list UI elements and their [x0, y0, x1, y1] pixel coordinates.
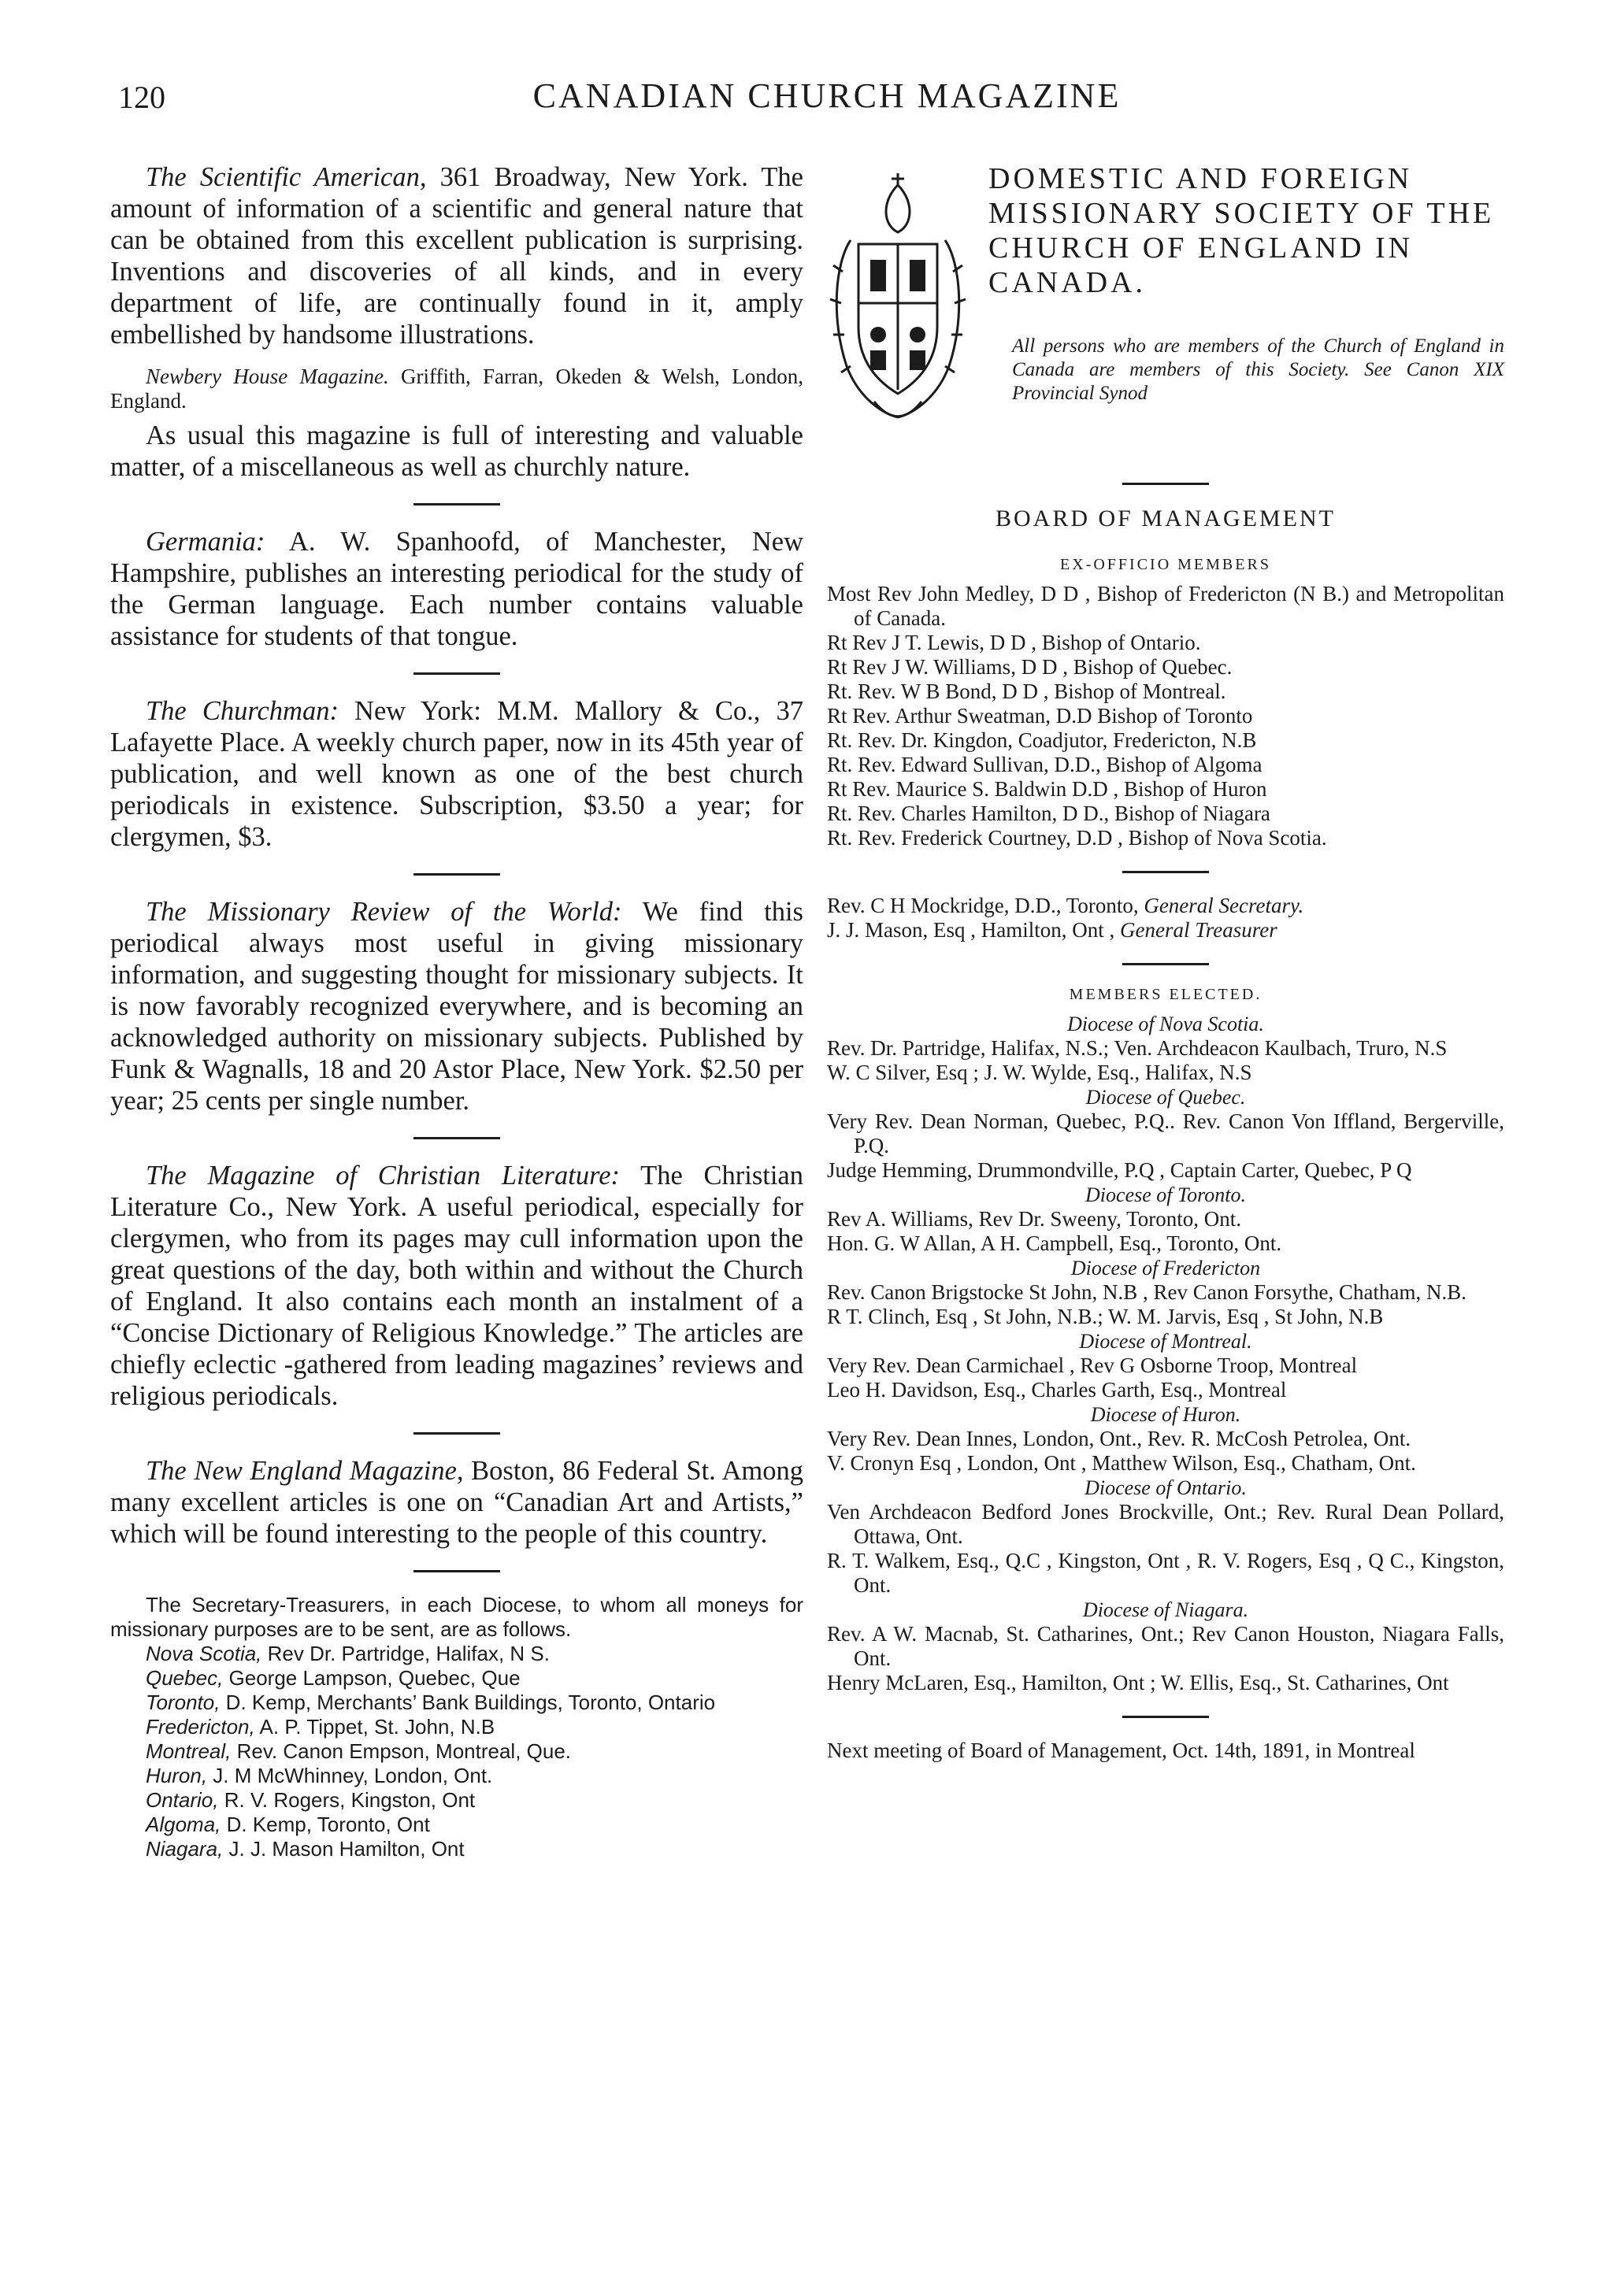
- list-item: Fredericton, A. P. Tippet, St. John, N.B: [146, 1715, 495, 1739]
- officer-general-secretary: Rev. C H Mockridge, D.D., Toronto, General Secretary.: [827, 894, 1304, 917]
- list-item: Very Rev. Dean Innes, London, Ont., Rev. R. McCosh Petrolea, Ont.: [827, 1427, 1411, 1450]
- list-item: R T. Clinch, Esq , St John, N.B.; W. M. Jarvis, Esq , St John, N.B: [827, 1305, 1384, 1328]
- divider: [1122, 871, 1209, 873]
- divider: [413, 1137, 500, 1139]
- notice-newbery-house: Newbery House Magazine. Griffith, Farran, Okeden & Welsh, London, England.: [110, 365, 803, 413]
- list-item: Very Rev. Dean Carmichael , Rev G Osborne Troop, Montreal: [827, 1354, 1358, 1377]
- divider: [413, 672, 500, 675]
- elected-heading: MEMBERS ELECTED.: [1069, 986, 1262, 1003]
- list-item: Quebec, George Lampson, Quebec, Que: [146, 1666, 521, 1690]
- list-item: Rev. A W. Macnab, St. Catharines, Ont.; Rev Canon Houston, Niagara Falls, Ont.: [827, 1622, 1504, 1670]
- list-item: Rev. Dr. Partridge, Halifax, N.S.; Ven. Archdeacon Kaulbach, Truro, N.S: [827, 1036, 1448, 1060]
- diocese-heading: Diocese of Huron.: [1090, 1403, 1241, 1426]
- divider: [413, 873, 500, 876]
- list-item: Toronto, D. Kemp, Merchants’ Bank Buildings, Toronto, Ontario: [146, 1691, 716, 1714]
- elected-members: [827, 1012, 1504, 1695]
- church-crest-icon: [827, 169, 969, 429]
- list-item: Rev A. Williams, Rev Dr. Sweeny, Toronto, Ont.: [827, 1207, 1241, 1231]
- divider: [413, 1570, 500, 1572]
- list-item: Hon. G. W Allan, A H. Campbell, Esq., Toronto, Ont.: [827, 1231, 1282, 1255]
- society-block: [827, 161, 1504, 476]
- review-missionary-review: The Missionary Review of the World: We find this periodical always most useful in giving missionary information, and suggesting thought for missionary subjects. It is now favorably recognized everywhere, and is becoming an acknowledged authority on missionary subjects. Published by Funk & Wagnalls, 18 and 20 Astor Place, New York. $2.50 per year; 25 cents per single number.: [110, 897, 803, 1116]
- list-item: W. C Silver, Esq ; J. W. Wylde, Esq., Halifax, N.S: [827, 1061, 1252, 1084]
- page-number: 120: [118, 80, 165, 115]
- diocese-heading: Diocese of Montreal.: [1079, 1330, 1252, 1353]
- ex-officio-list: [827, 582, 1504, 850]
- list-item: Rt. Rev. W B Bond, D D , Bishop of Montreal.: [827, 680, 1226, 703]
- right-column: [827, 161, 1504, 1763]
- review-scientific-american: The Scientific American, 361 Broadway, New York. The amount of information of a scientific and general nature that can be obtained from this excellent publication is surprising. Inventions and discoveries of all kinds, and in every department of life, are continually found in it, amply embellished by handsome illustrations.: [110, 162, 803, 350]
- list-item: Ontario, R. V. Rogers, Kingston, Ont: [146, 1788, 476, 1812]
- review-churchman: The Churchman: New York: M.M. Mallory & Co., 37 Lafayette Place. A weekly church paper, now in its 45th year of publication, and well known as one of the best church periodicals in existence. Subscription, $3.50 a year; for clergymen, $3.: [110, 696, 803, 852]
- diocese-heading: Diocese of Ontario.: [1084, 1476, 1247, 1499]
- list-item: Rt. Rev. Dr. Kingdon, Coadjutor, Fredericton, N.B: [827, 728, 1257, 752]
- list-item: R. T. Walkem, Esq., Q.C , Kingston, Ont , R. V. Rogers, Esq , Q C., Kingston, Ont.: [827, 1549, 1504, 1597]
- review-new-england: The New England Magazine, Boston, 86 Federal St. Among many excellent articles is one on “Canadian Art and Artists,” which will be found interesting to the people of this country.: [110, 1456, 803, 1549]
- list-item: Montreal, Rev. Canon Empson, Montreal, Que.: [146, 1739, 572, 1763]
- review-germania: Germania: A. W. Spanhoofd, of Manchester, New Hampshire, publishes an interesting periodical for the study of the German language. Each number contains valuable assistance for students of that tongue.: [110, 527, 803, 651]
- diocese-heading: Diocese of Quebec.: [1085, 1086, 1246, 1109]
- list-item: Judge Hemming, Drummondville, P.Q , Captain Carter, Quebec, P Q: [827, 1158, 1412, 1182]
- page-header: [118, 76, 1536, 134]
- list-item: Ven Archdeacon Bedford Jones Brockville, Ont.; Rev. Rural Dean Pollard, Ottawa, Ont.: [827, 1500, 1504, 1548]
- list-item: Henry McLaren, Esq., Hamilton, Ont ; W. Ellis, Esq., St. Catharines, Ont: [827, 1671, 1449, 1694]
- list-item: Algoma, D. Kemp, Toronto, Ont: [146, 1813, 430, 1836]
- list-item: Niagara, J. J. Mason Hamilton, Ont: [146, 1837, 465, 1861]
- treasurer-list: [110, 1642, 803, 1861]
- ex-officio-heading: EX-OFFICIO MEMBERS: [1060, 556, 1271, 573]
- divider: [1122, 1716, 1209, 1718]
- treasurers-intro: The Secretary-Treasurers, in each Diocese, to whom all moneys for missionary purposes are to be sent, are as follows.: [110, 1593, 803, 1641]
- list-item: Rt Rev J T. Lewis, D D , Bishop of Ontario.: [827, 631, 1201, 654]
- officers: [827, 894, 1504, 942]
- divider: [1122, 483, 1209, 485]
- divider: [413, 503, 500, 505]
- divider: [413, 1432, 500, 1435]
- list-item: Rt. Rev. Charles Hamilton, D D., Bishop of Niagara: [827, 802, 1270, 825]
- society-name: DOMESTIC AND FOREIGN MISSIONARY SOCIETY OF THE CHURCH OF ENGLAND IN CANADA.: [988, 162, 1495, 299]
- list-item: Rev. Canon Brigstocke St John, N.B , Rev Canon Forsythe, Chatham, N.B.: [827, 1280, 1466, 1304]
- list-item: Rt. Rev. Frederick Courtney, D.D , Bishop of Nova Scotia.: [827, 826, 1327, 850]
- divider: [1122, 963, 1209, 965]
- board-heading: BOARD OF MANAGEMENT: [995, 505, 1336, 531]
- list-item: Rt Rev. Arthur Sweatman, D.D Bishop of Toronto: [827, 704, 1253, 728]
- diocese-heading: Diocese of Toronto.: [1085, 1183, 1246, 1206]
- list-item: Rt. Rev. Edward Sullivan, D.D., Bishop of Algoma: [827, 753, 1262, 776]
- list-item: Very Rev. Dean Norman, Quebec, P.Q.. Rev. Canon Von Iffland, Bergerville, P.Q.: [827, 1109, 1504, 1157]
- officer-general-treasurer: J. J. Mason, Esq , Hamilton, Ont , General Treasurer: [827, 918, 1277, 942]
- list-item: Most Rev John Medley, D D , Bishop of Fredericton (N B.) and Metropolitan of Canada.: [827, 582, 1504, 630]
- review-christian-literature: The Magazine of Christian Literature: The Christian Literature Co., New York. A useful periodical, especially for clergymen, who from its pages may cull information upon the great questions of the day, both within and without the Church of England. It also contains each month an instalment of a “Concise Dictionary of Religious Knowledge.” The articles are chiefly eclectic -gathered from leading magazines’ reviews and religious periodicals.: [110, 1161, 803, 1411]
- list-item: Rt Rev J W. Williams, D D , Bishop of Quebec.: [827, 655, 1233, 679]
- list-item: Nova Scotia, Rev Dr. Partridge, Halifax, N S.: [146, 1642, 550, 1665]
- running-head: CANADIAN CHURCH MAGAZINE: [532, 76, 1122, 115]
- next-meeting: Next meeting of Board of Management, Oct. 14th, 1891, in Montreal: [827, 1739, 1415, 1762]
- list-item: Leo H. Davidson, Esq., Charles Garth, Esq., Montreal: [827, 1378, 1287, 1402]
- diocese-heading: Diocese of Niagara.: [1082, 1598, 1249, 1621]
- society-note: All persons who are members of the Church of England in Canada are members of this Society. See Canon XIX Provincial Synod: [1012, 335, 1504, 404]
- list-item: Rt Rev. Maurice S. Baldwin D.D , Bishop of Huron: [827, 777, 1267, 801]
- left-column: [110, 161, 803, 1861]
- review-newbery-house: As usual this magazine is full of interesting and valuable matter, of a miscellaneous as well as churchly nature.: [110, 420, 803, 482]
- list-item: Huron, J. M McWhinney, London, Ont.: [146, 1764, 493, 1787]
- diocese-heading: Diocese of Fredericton: [1070, 1257, 1261, 1279]
- diocese-heading: Diocese of Nova Scotia.: [1067, 1013, 1264, 1035]
- list-item: V. Cronyn Esq , London, Ont , Matthew Wilson, Esq., Chatham, Ont.: [827, 1451, 1416, 1475]
